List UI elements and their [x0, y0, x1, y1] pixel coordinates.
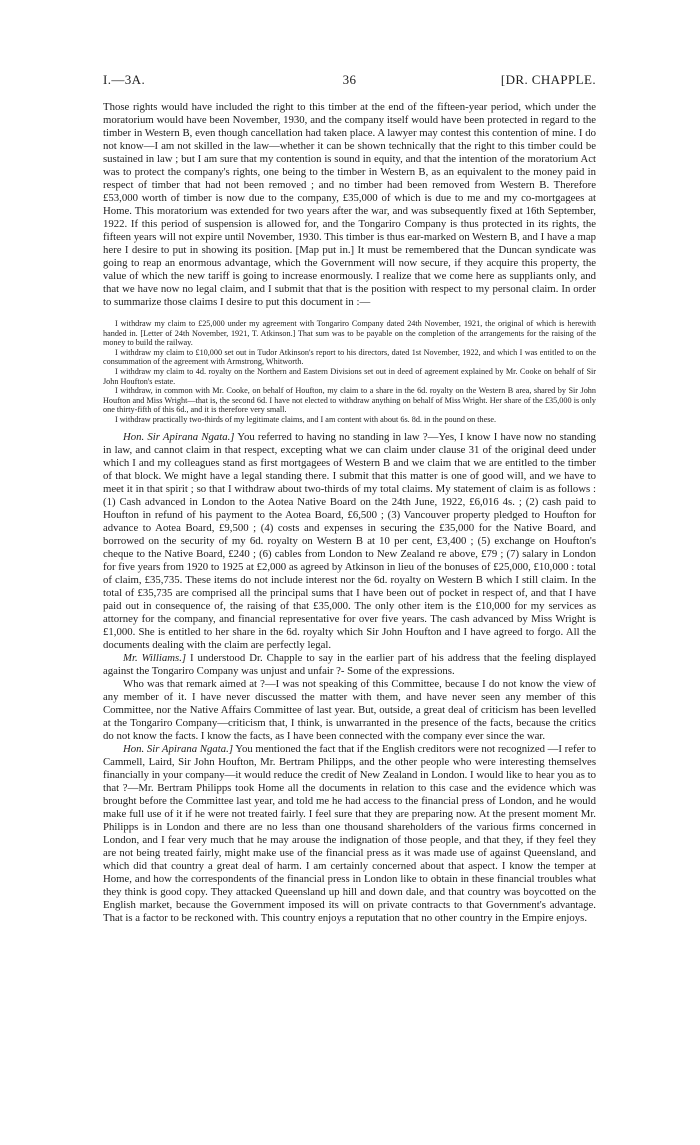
witness-name: [DR. CHAPPLE.: [500, 72, 596, 87]
paper-reference: I.—3A.: [103, 72, 146, 87]
exchange-text: You referred to having no standing in law ?—Yes, I know I have now no standing in law, and cannot claim in that respect, excepting what we can claim under clause 31 of the original deed under which I and my colleagues stand as first mortgagees of Western B and we claim that we are entitled to the timber of that block. We might have a legal standing there. I submit that this matter is one of good will, and we have to meet it in that spirit ; so that I withdraw about two-thirds of my total claims. My statement of claim is as follows : (1) Cash advanced in London to the Aotea Native Board on the 24th June, 1922, £6,016 4s. ; (2) cash paid to Houfton in refund of his payment to the Aotea Board, £6,500 ; (3) Vancouver property pledged to Houfton for advance to Aotea Board, £9,500 ; (4) costs and expenses in securing the £35,000 for the Native Board, and borrowed on the security of my 6d. royalty on Western B at 10 per cent, £3,400 ; (5) exchange on Houfton's cheque to the Native Board, £240 ; (6) cables from London to New Zealand re above, £79 ; (7) salary in London for five years from 1920 to 1925 at £2,000 as agreed by Atkinson in lieu of the bonuses of £25,000, £10,000 : total of claim, £35,735. These items do not include interest nor the 6d. royalty on Western B which I still claim. In the total of £35,735 are comprised all the principal sums that I have been out of pocket in respect of, and that I have paid out in consequence of, the raising of that £35,000. The only other item is the £10,000 for my services as attorney for the company, and financial representative for over five years. The cash advanced by Miss Wright is £1,000. She is entitled to her share in the 6d. royalty which Sir John Houfton and I have agreed to forgo. All the documents dealing with the claim are perfectly legal.: [103, 430, 596, 651]
exchange-text: I understood Dr. Chapple to say in the earlier part of his address that the feeling displayed against the Tongariro Company was unjust and unfair ?- Some of the expressions.: [103, 651, 596, 677]
opening-paragraph: Those rights would have included the right to this timber at the end of the fifteen-year period, which under the moratorium would have been November, 1930, and the company itself would have been protected in regard to the timber in Western B, even though cancellation had taken place. A lawyer may contest this contention of mine. I do not know—I am not skilled in the law—whether it can be shown technically that the right to this timber could be sustained in law ; but I am sure that my contention is sound in equity, and that the intention of the moratorium Act was to protect the company's rights, one being to the timber in Western B, as an equivalent to the money paid in respect of timber that had not been removed ; and no timber had been removed from Western B. Therefore £53,000 worth of timber is now due to the company, £35,000 of which is due to me and my co-mortgagees at Home. This moratorium was extended for two years after the war, and was subsequently fixed at 16th September, 1922. If this period of suspension is allowed for, and the Tongariro Company is thus protected in its rights, the fifteen years will not expire until November, 1930. This timber is thus ear-marked on Western B, and I have a map here I desire to put in showing its position. [Map put in.] It must be remembered that the Duncan syndicate was going to reap an enormous advantage, which the Government will now secure, if they acquire this property, the value of which the new tariff is going to increase enormously. I realize that we come here as suppliants only, and that we have now no legal claim, and I submit that that is the position with respect to my personal claim. In order to summarize those claims I desire to put this document in :—: [103, 101, 596, 308]
exchange-text: You mentioned the fact that if the English creditors were not recognized —I refer to Cammell, Laird, Sir John Houfton, Mr. Bertram Philipps, and the other people who were interesting themselves financially in your company—it would reduce the credit of New Zealand in London. I would like to hear you as to that ?—Mr. Bertram Philipps took Home all the documents in relation to this case and the evidence which was brought before the Committee last year, and told me he had access to the financial press of London, and he would make full use of it if he were not treated fairly. I feel sure that they are preparing now. At the present moment Mr. Philipps is in London and there are no less than one thousand shareholders of the various firms concerned in London, and I fear very much that he may arouse the indignation of those people, and that they, if they feel they are not being treated fairly, might make use of the financial press as it was made use of against Queensland, and which did that country a great deal of harm. I am certainly concerned about that aspect. I know the temper at Home, and how the correspondents of the financial press in London like to obtain in these financial troubles what they think is good copy. They attacked Queensland up hill and down dale, and that country was boycotted on the English market, because the Government imposed its will on private contracts to that Government's advantage. That is a factor to be reckoned with. This country enjoys a reputation that no other country in the Empire enjoys.: [103, 742, 597, 924]
exchange-paragraph: [103, 678, 596, 743]
exchange-paragraph: [103, 743, 596, 925]
page-header: [103, 72, 596, 92]
document-paragraph: I withdraw practically two-thirds of my legitimate claims, and I am content with about 6s. 8d. in the pound on these.: [115, 414, 497, 424]
speaker-name: Mr. Williams.]: [123, 651, 187, 664]
speaker-name: Hon. Sir Apirana Ngata.]: [123, 742, 234, 755]
document-paragraph: I withdraw my claim to 4d. royalty on the Northern and Eastern Divisions set out in deed of agreement explained by Mr. Cooke on behalf of Sir John Houfton's estate.: [103, 366, 596, 386]
page-number: 36: [342, 72, 357, 87]
document-paragraph: I withdraw, in common with Mr. Cooke, on behalf of Houfton, my claim to a share in the 6d. royalty on the Western B area, shared by Sir John Houfton and Miss Wright—that is, the second 6d. I have not elected to withdraw anything on behalf of Miss Wright. Her share of the £35,000 is only one thirty-fifth of this 6d., and it is therefore very small.: [103, 386, 596, 415]
exchange-paragraph: [103, 652, 596, 678]
document-paragraph: I withdraw my claim to £10,000 set out in Tudor Atkinson's report to his directors, dated 1st November, 1922, and which I was entitled to on the consummation of the agreement with Armstrong, Whitworth.: [103, 347, 596, 367]
exchange-paragraph: [103, 431, 596, 652]
document-paragraph: I withdraw my claim to £25,000 under my agreement with Tongariro Company dated 24th November, 1921, the original of which is herewith handed in. [Letter of 24th November, 1921, T. Atkinson.] That sum was to be payable on the completion of the arrangements for the raising of the money to build the railway.: [103, 319, 596, 348]
exchange-text: Who was that remark aimed at ?—I was not speaking of this Committee, because I do not know the view of any member of it. I have never discussed the matter with them, and have never seen any member of this Committee, nor the Native Affairs Committee of last year. But, outside, a great deal of criticism has been levelled at the Tongariro Company—criticism that, I think, is unwarranted in the presence of the facts, because the critics do not know the facts. I know the facts, as I have been connected with the company ever since the war.: [103, 677, 596, 742]
speaker-name: Hon. Sir Apirana Ngata.]: [123, 430, 235, 443]
body-text: [103, 101, 596, 925]
withdrawal-document: [103, 319, 596, 425]
